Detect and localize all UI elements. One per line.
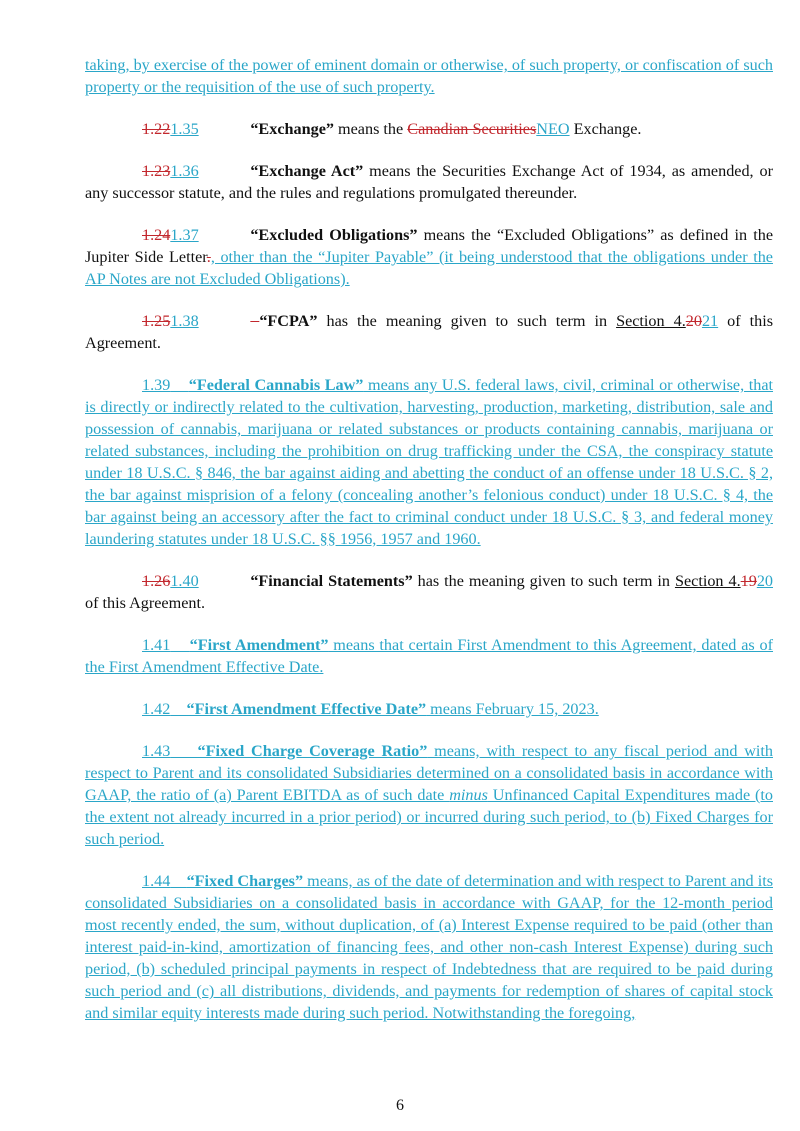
definition-text: means the Securities Exchange Act of 1934, as amended, or any successor statute, and the rules and regulations promulgated thereunder. [85, 162, 774, 202]
new-section-number: 1.42 [142, 700, 171, 718]
old-section-number: 1.24 [142, 226, 171, 244]
old-section-number: 1.25 [142, 312, 171, 330]
definition-text: means that certain First Amendment to this Agreement, dated as of the First Amendment Effective Date. [85, 636, 774, 676]
definition-first-amendment [85, 634, 773, 678]
deleted-text: Canadian Securities [407, 120, 537, 138]
new-section-number: 1.43 [142, 742, 171, 760]
definition-fixed-charge-coverage-ratio [85, 740, 773, 850]
defined-term: “Fixed Charges” [186, 872, 304, 890]
defined-term: “First Amendment Effective Date” [186, 700, 427, 718]
inserted-text: , other than the “Jupiter Payable” (it being understood that the obligations under the AP Notes are not Excluded Obligations). [85, 248, 773, 288]
defined-term: “Exchange” [250, 120, 334, 138]
definition-federal-cannabis-law [85, 374, 773, 550]
definition-text: means the “Excluded Obligations” as defined in the Jupiter Side Letter [85, 226, 773, 266]
deleted-text: . [206, 248, 211, 266]
defined-term: “FCPA” [259, 312, 318, 330]
definition-exchange-act [85, 160, 773, 204]
definition-fixed-charges [85, 870, 773, 1024]
new-section-number: 1.44 [142, 872, 171, 890]
inserted-text: 21 [701, 312, 719, 330]
definition-fcpa [85, 310, 773, 354]
page-number: 6 [396, 1097, 404, 1114]
section-reference: Section 4. [616, 312, 686, 330]
deleted-space [250, 312, 259, 330]
new-section-number: 1.39 [142, 376, 171, 394]
definition-text: means, as of the date of determination and with respect to Parent and its consolidated Subsidiaries on a consolidated basis in accordance with GAAP, for the 12-month period most recently ended, the sum, without duplication, of (a) Interest Expense required to be paid (other than interest paid-in-kind, amortization of financing fees, and other non-cash Interest Expense) during such period, (b) scheduled principal payments in respect of Indebtedness that are required to be paid during such period and (c) all distributions, dividends, and payments for redemption of shares of capital stock and similar equity interests made during such period. Notwithstanding the foregoing, [85, 872, 773, 1022]
new-section-number: 1.37 [170, 226, 199, 244]
definition-text: of this Agreement. [85, 594, 206, 612]
inserted-text: 20 [756, 572, 773, 590]
defined-term: “Excluded Obligations” [250, 226, 418, 244]
definition-excluded-obligations [85, 224, 773, 290]
old-section-number: 1.23 [142, 162, 171, 180]
definition-first-amendment-effective-date [85, 698, 773, 720]
definition-text: Unfinanced Capital Expenditures made (to the extent not already incurred in a prior period) or incurred during such period, to (b) Fixed Charges for such period. [85, 786, 773, 848]
definition-text: means the [333, 120, 408, 138]
definition-text: has the meaning given to such term in [317, 312, 617, 330]
defined-term: “Fixed Charge Coverage Ratio” [197, 742, 428, 760]
definition-text: Exchange. [569, 120, 642, 138]
section-reference: Section 4. [674, 572, 741, 590]
old-section-number: 1.26 [142, 572, 171, 590]
paragraph-continued [85, 54, 773, 98]
new-section-number: 1.40 [170, 572, 199, 590]
defined-term: “Financial Statements” [250, 572, 413, 590]
definition-text: has the meaning given to such term in [412, 572, 675, 590]
new-section-number: 1.41 [142, 636, 171, 654]
new-section-number: 1.36 [170, 162, 199, 180]
inserted-text: taking, by exercise of the power of eminent domain or otherwise, of such property, or confiscation of such property or the requisition of the use of such property. [85, 56, 773, 96]
inserted-text: NEO [536, 120, 570, 138]
definition-exchange [85, 118, 773, 140]
italic-term: minus [449, 786, 488, 804]
definition-text: means, with respect to any fiscal period and with respect to Parent and its consolidated Subsidiaries determined on a consolidated basis in accordance with GAAP, the ratio of (a) Parent EBITDA as of such date [85, 742, 773, 804]
defined-term: “First Amendment” [189, 636, 329, 654]
document-page [85, 54, 773, 1044]
defined-term: “Federal Cannabis Law” [188, 376, 364, 394]
old-section-number: 1.22 [142, 120, 171, 138]
deleted-text: 19 [740, 572, 757, 590]
definition-text: of this Agreement. [85, 312, 774, 352]
deleted-text: 20 [685, 312, 702, 330]
new-section-number: 1.35 [170, 120, 199, 138]
new-section-number: 1.38 [170, 312, 199, 330]
definition-text: means any U.S. federal laws, civil, criminal or otherwise, that is directly or indirectly related to the cultivation, harvesting, production, marketing, distribution, sale and possession of cannabis, marijuana or related substances or products containing cannabis, marijuana or related substances, including the prohibition on drug trafficking under the CSA, the conspiracy statute under 18 U.S.C. § 846, the bar against aiding and abetting the conduct of an offense under 18 U.S.C. § 2, the bar against misprision of a felony (concealing another’s felonious conduct) under 18 U.S.C. § 4, the bar against being an accessory after the fact to criminal conduct under 18 U.S.C. § 3, and federal money laundering statutes under 18 U.S.C. §§ 1956, 1957 and 1960. [85, 376, 774, 548]
definition-text: means February 15, 2023. [426, 700, 599, 718]
defined-term: “Exchange Act” [250, 162, 364, 180]
definition-financial-statements [85, 570, 773, 614]
